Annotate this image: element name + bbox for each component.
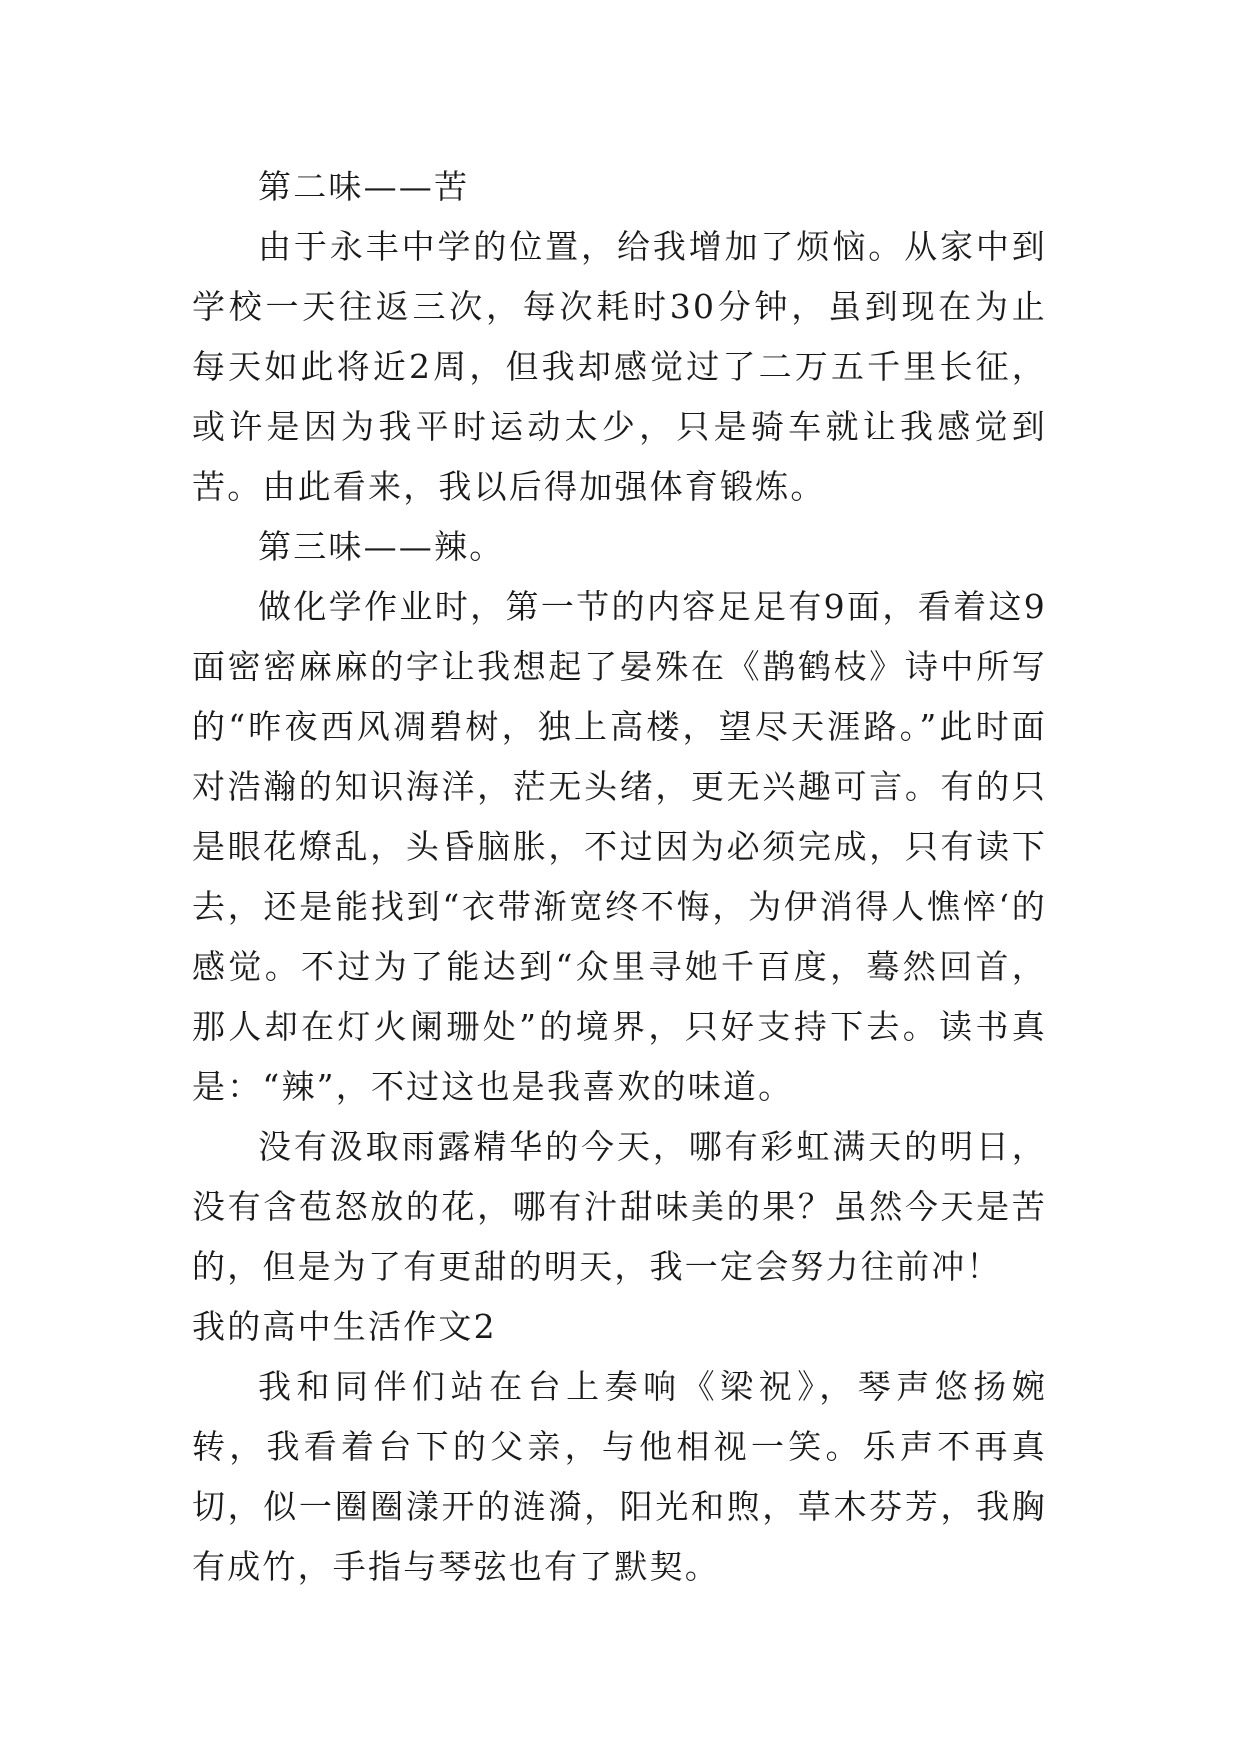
paragraph-spicy: 做化学作业时，第一节的内容足足有9面，看着这9面密密麻麻的字让我想起了晏殊在《鹊鹤枝》诗中所写的“昨夜西风凋碧树，独上高楼，望尽天涯路。”此时面对浩瀚的知识海洋，茫无头绪，更无兴趣可言。有的只是眼花燎乱，头昏脑胀，不过因为必须完成，只有读下去，还是能找到“衣带渐宽终不悔，为伊消得人憔悴‘的感觉。不过为了能达到“众里寻她千百度，蓦然回首，那人却在灯火阑珊处”的境界，只好支持下去。读书真是：“辣”，不过这也是我喜欢的味道。 [192,587,1047,1106]
section-title: 我的高中生活作文2 [192,1307,497,1346]
paragraph-bitter: 由于永丰中学的位置，给我增加了烦恼。从家中到学校一天往返三次，每次耗时30分钟，虽到现在为止每天如此将近2周，但我却感觉过了二万五千里长征，或许是因为我平时运动太少，只是骑车就让我感觉到苦。由此看来，我以后得加强体育锻炼。 [192,227,1047,506]
subheading-third-taste: 第三味——辣。 [258,527,505,566]
paragraph-conclusion: 没有汲取雨露精华的今天，哪有彩虹满天的明日，没有含苞怒放的花，哪有汁甜味美的果？虽然今天是苦的，但是为了有更甜的明天，我一定会努力往前冲！ [192,1127,1047,1286]
paragraph-performance: 我和同伴们站在台上奏响《梁祝》，琴声悠扬婉转，我看着台下的父亲，与他相视一笑。乐声不再真切，似一圈圈漾开的涟漪，阳光和煦，草木芬芳，我胸有成竹，手指与琴弦也有了默契。 [192,1367,1047,1586]
document-body [192,157,1047,1597]
subheading-second-taste: 第二味——苦 [258,167,470,206]
